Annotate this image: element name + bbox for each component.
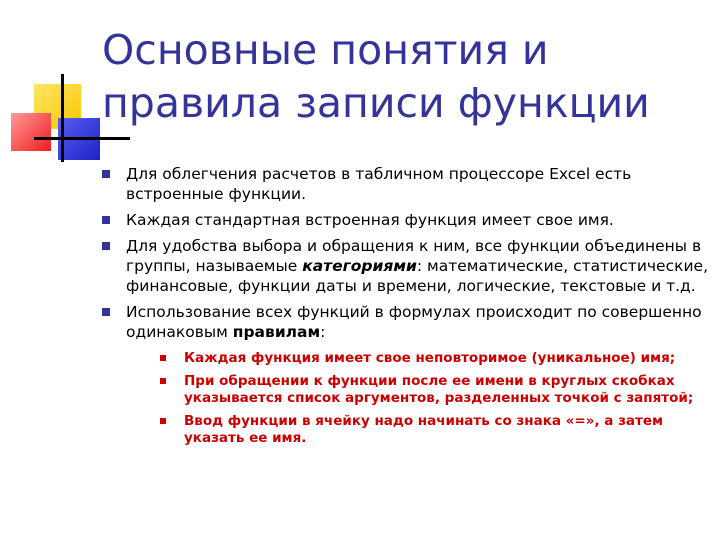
rules-term: правилам (232, 323, 321, 341)
rule-text: Ввод функции в ячейку надо начинать со знака «=», а затем указать ее имя. (184, 413, 664, 446)
square-bullet-icon (102, 216, 110, 224)
slide-content (98, 164, 710, 453)
square-bullet-icon (102, 242, 110, 250)
bullet-text-pre: Для удобства выбора и обращения к ним, все функции объединены в группы, называемые (126, 237, 702, 275)
square-bullet-icon (102, 170, 110, 178)
rules-list (126, 350, 710, 447)
rule-item (156, 373, 710, 407)
slide-title (102, 24, 708, 130)
bullet-item (98, 302, 710, 447)
decor-horizontal-line (34, 137, 130, 140)
bullet-item (98, 236, 710, 296)
bullet-text-post: : (320, 323, 326, 341)
square-bullet-icon (102, 308, 110, 316)
slide-title-line-2: правила записи функции (102, 79, 650, 127)
bullet-text-post: : математические, статистические, финансовые, функции даты и времени, логические, текстовые и т.д. (126, 257, 709, 295)
slide-title-line-1: Основные понятия и (102, 26, 549, 74)
rule-item (156, 413, 710, 447)
bullet-text-pre: Использование всех функций в формулах происходит по совершенно одинаковым (126, 303, 702, 341)
square-bullet-icon (160, 418, 166, 424)
square-bullet-icon (160, 378, 166, 384)
decor-red-square (11, 113, 51, 151)
rule-text: При обращении к функции после ее имени в круглых скобках указывается список аргументов, разделенных точкой с запятой; (184, 373, 694, 406)
bullet-item (98, 210, 710, 230)
bullet-text: Каждая стандартная встроенная функция имеет свое имя. (126, 211, 614, 229)
bullet-item (98, 164, 710, 204)
square-bullet-icon (160, 355, 166, 361)
bullet-text: Для облегчения расчетов в табличном процессоре Excel есть встроенные функции. (126, 165, 632, 203)
categories-term: категориями (302, 257, 417, 275)
rule-item (156, 350, 710, 367)
rule-text: Каждая функция имеет свое неповторимое (уникальное) имя; (184, 350, 676, 366)
decor-vertical-line (61, 74, 64, 162)
